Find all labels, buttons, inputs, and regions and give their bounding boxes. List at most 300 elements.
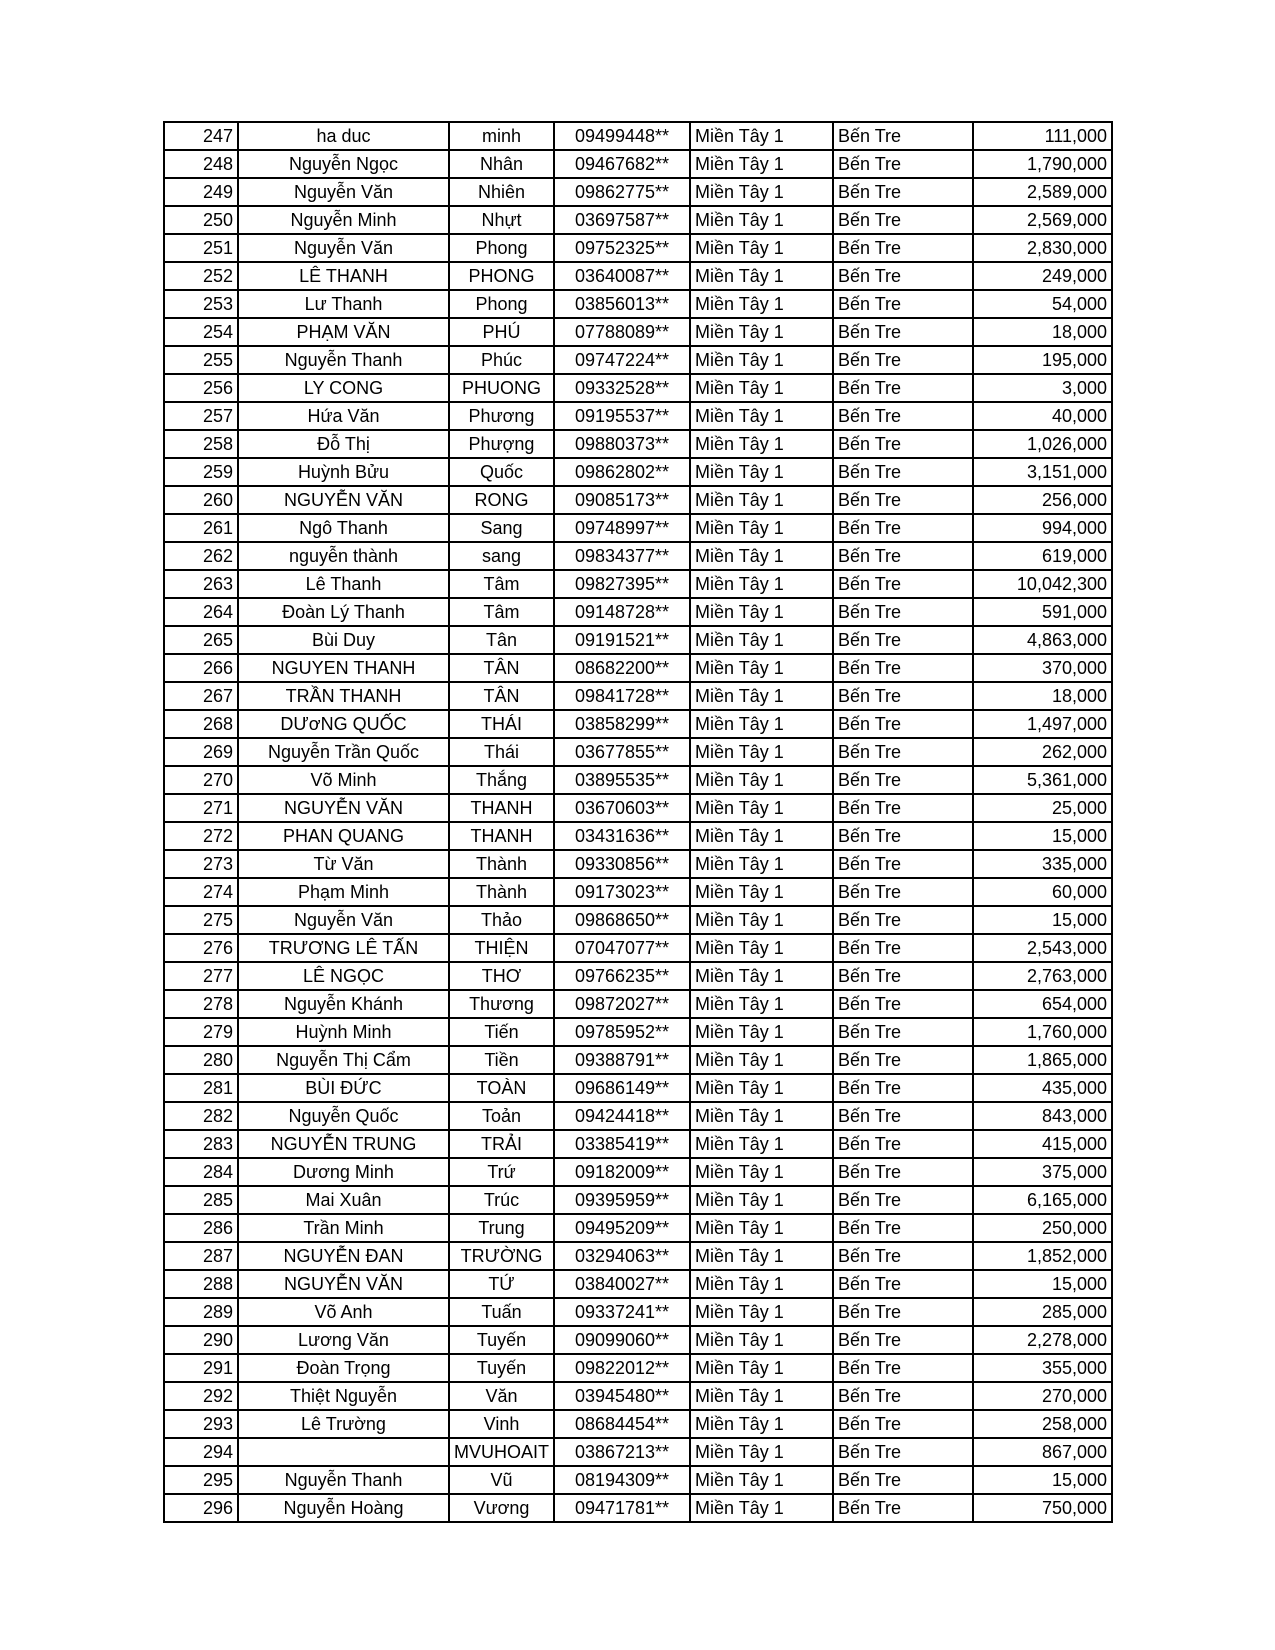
cell-no: 277	[164, 962, 238, 990]
cell-region: Miền Tây 1	[690, 598, 833, 626]
table-row	[164, 738, 1112, 766]
cell-region: Miền Tây 1	[690, 234, 833, 262]
table-row	[164, 290, 1112, 318]
cell-phone: 03858299**	[554, 710, 690, 738]
cell-province: Bến Tre	[833, 1270, 973, 1298]
cell-province: Bến Tre	[833, 122, 973, 150]
cell-last-name: Tân	[449, 626, 554, 654]
cell-no: 249	[164, 178, 238, 206]
cell-amount: 18,000	[973, 682, 1112, 710]
cell-no: 293	[164, 1410, 238, 1438]
cell-no: 269	[164, 738, 238, 766]
cell-amount: 111,000	[973, 122, 1112, 150]
cell-last-name: Tâm	[449, 598, 554, 626]
cell-region: Miền Tây 1	[690, 682, 833, 710]
cell-region: Miền Tây 1	[690, 1046, 833, 1074]
cell-first-name: DƯơNG QUỐC	[238, 710, 449, 738]
cell-last-name: Thành	[449, 850, 554, 878]
cell-no: 267	[164, 682, 238, 710]
cell-first-name: PHẠM VĂN	[238, 318, 449, 346]
cell-amount: 355,000	[973, 1354, 1112, 1382]
cell-last-name: Tiền	[449, 1046, 554, 1074]
cell-first-name: ha duc	[238, 122, 449, 150]
cell-amount: 994,000	[973, 514, 1112, 542]
cell-amount: 654,000	[973, 990, 1112, 1018]
table-row	[164, 878, 1112, 906]
cell-phone: 03670603**	[554, 794, 690, 822]
cell-region: Miền Tây 1	[690, 570, 833, 598]
cell-no: 271	[164, 794, 238, 822]
cell-first-name: Nguyễn Minh	[238, 206, 449, 234]
table-row	[164, 458, 1112, 486]
cell-province: Bến Tre	[833, 962, 973, 990]
cell-amount: 1,026,000	[973, 430, 1112, 458]
cell-region: Miền Tây 1	[690, 430, 833, 458]
cell-first-name: Nguyễn Văn	[238, 234, 449, 262]
table-row	[164, 514, 1112, 542]
cell-first-name: Hứa Văn	[238, 402, 449, 430]
cell-first-name: BÙI ĐỨC	[238, 1074, 449, 1102]
cell-region: Miền Tây 1	[690, 262, 833, 290]
cell-region: Miền Tây 1	[690, 990, 833, 1018]
cell-first-name: nguyễn thành	[238, 542, 449, 570]
cell-province: Bến Tre	[833, 1382, 973, 1410]
cell-province: Bến Tre	[833, 1438, 973, 1466]
cell-no: 259	[164, 458, 238, 486]
cell-phone: 09686149**	[554, 1074, 690, 1102]
cell-first-name: Đoàn Trọng	[238, 1354, 449, 1382]
cell-region: Miền Tây 1	[690, 374, 833, 402]
cell-no: 292	[164, 1382, 238, 1410]
table-row	[164, 206, 1112, 234]
cell-no: 260	[164, 486, 238, 514]
cell-no: 273	[164, 850, 238, 878]
cell-amount: 1,852,000	[973, 1242, 1112, 1270]
cell-province: Bến Tre	[833, 206, 973, 234]
cell-phone: 09827395**	[554, 570, 690, 598]
table-row	[164, 1130, 1112, 1158]
cell-province: Bến Tre	[833, 738, 973, 766]
cell-last-name: Thảo	[449, 906, 554, 934]
cell-first-name: Nguyễn Thanh	[238, 1466, 449, 1494]
cell-phone: 09868650**	[554, 906, 690, 934]
cell-region: Miền Tây 1	[690, 1074, 833, 1102]
cell-amount: 2,543,000	[973, 934, 1112, 962]
cell-province: Bến Tre	[833, 710, 973, 738]
cell-no: 264	[164, 598, 238, 626]
cell-province: Bến Tre	[833, 878, 973, 906]
table-row	[164, 346, 1112, 374]
cell-last-name: PHÚ	[449, 318, 554, 346]
cell-region: Miền Tây 1	[690, 122, 833, 150]
cell-last-name: Thắng	[449, 766, 554, 794]
cell-no: 274	[164, 878, 238, 906]
table-row	[164, 990, 1112, 1018]
cell-province: Bến Tre	[833, 1326, 973, 1354]
cell-last-name: TÂN	[449, 682, 554, 710]
cell-no: 295	[164, 1466, 238, 1494]
cell-province: Bến Tre	[833, 654, 973, 682]
table-row	[164, 402, 1112, 430]
cell-amount: 256,000	[973, 486, 1112, 514]
cell-no: 296	[164, 1494, 238, 1522]
cell-phone: 09766235**	[554, 962, 690, 990]
cell-no: 258	[164, 430, 238, 458]
cell-region: Miền Tây 1	[690, 402, 833, 430]
cell-phone: 03867213**	[554, 1438, 690, 1466]
table-row	[164, 906, 1112, 934]
cell-region: Miền Tây 1	[690, 178, 833, 206]
cell-amount: 1,760,000	[973, 1018, 1112, 1046]
cell-phone: 09330856**	[554, 850, 690, 878]
cell-amount: 10,042,300	[973, 570, 1112, 598]
cell-first-name: Lê Thanh	[238, 570, 449, 598]
cell-province: Bến Tre	[833, 1354, 973, 1382]
cell-province: Bến Tre	[833, 1018, 973, 1046]
cell-no: 285	[164, 1186, 238, 1214]
table-row	[164, 850, 1112, 878]
cell-region: Miền Tây 1	[690, 1410, 833, 1438]
cell-first-name: PHAN QUANG	[238, 822, 449, 850]
cell-first-name: NGUYỄN TRUNG	[238, 1130, 449, 1158]
cell-first-name: NGUYỄN VĂN	[238, 486, 449, 514]
cell-first-name: Võ Anh	[238, 1298, 449, 1326]
table-row	[164, 430, 1112, 458]
table-row	[164, 1074, 1112, 1102]
cell-region: Miền Tây 1	[690, 626, 833, 654]
cell-province: Bến Tre	[833, 1102, 973, 1130]
cell-region: Miền Tây 1	[690, 1354, 833, 1382]
cell-province: Bến Tre	[833, 346, 973, 374]
cell-first-name: Nguyễn Hoàng	[238, 1494, 449, 1522]
cell-no: 286	[164, 1214, 238, 1242]
cell-amount: 25,000	[973, 794, 1112, 822]
cell-province: Bến Tre	[833, 990, 973, 1018]
cell-amount: 1,865,000	[973, 1046, 1112, 1074]
cell-amount: 2,589,000	[973, 178, 1112, 206]
table-row	[164, 710, 1112, 738]
cell-region: Miền Tây 1	[690, 150, 833, 178]
cell-no: 288	[164, 1270, 238, 1298]
cell-phone: 09195537**	[554, 402, 690, 430]
cell-amount: 5,361,000	[973, 766, 1112, 794]
cell-phone: 09099060**	[554, 1326, 690, 1354]
cell-region: Miền Tây 1	[690, 514, 833, 542]
cell-region: Miền Tây 1	[690, 766, 833, 794]
cell-first-name: Thiệt Nguyễn	[238, 1382, 449, 1410]
cell-first-name	[238, 1438, 449, 1466]
cell-amount: 262,000	[973, 738, 1112, 766]
cell-province: Bến Tre	[833, 486, 973, 514]
cell-last-name: TỨ	[449, 1270, 554, 1298]
cell-no: 289	[164, 1298, 238, 1326]
cell-phone: 09471781**	[554, 1494, 690, 1522]
cell-province: Bến Tre	[833, 542, 973, 570]
cell-last-name: THANH	[449, 794, 554, 822]
cell-amount: 3,151,000	[973, 458, 1112, 486]
cell-amount: 15,000	[973, 1270, 1112, 1298]
table-body	[164, 122, 1112, 1522]
table-row	[164, 1270, 1112, 1298]
cell-last-name: THƠ	[449, 962, 554, 990]
cell-no: 265	[164, 626, 238, 654]
table-row	[164, 626, 1112, 654]
cell-no: 257	[164, 402, 238, 430]
cell-province: Bến Tre	[833, 1410, 973, 1438]
cell-amount: 415,000	[973, 1130, 1112, 1158]
cell-first-name: Nguyễn Thanh	[238, 346, 449, 374]
cell-no: 256	[164, 374, 238, 402]
cell-province: Bến Tre	[833, 794, 973, 822]
cell-first-name: NGUYEN THANH	[238, 654, 449, 682]
cell-amount: 285,000	[973, 1298, 1112, 1326]
cell-province: Bến Tre	[833, 626, 973, 654]
table-row	[164, 822, 1112, 850]
cell-phone: 03294063**	[554, 1242, 690, 1270]
cell-amount: 15,000	[973, 822, 1112, 850]
cell-first-name: Đỗ Thị	[238, 430, 449, 458]
cell-province: Bến Tre	[833, 682, 973, 710]
cell-phone: 08684454**	[554, 1410, 690, 1438]
cell-first-name: Nguyễn Văn	[238, 178, 449, 206]
cell-amount: 335,000	[973, 850, 1112, 878]
table-row	[164, 262, 1112, 290]
cell-phone: 03856013**	[554, 290, 690, 318]
cell-region: Miền Tây 1	[690, 346, 833, 374]
cell-last-name: sang	[449, 542, 554, 570]
cell-last-name: MVUHOAIT	[449, 1438, 554, 1466]
table-row	[164, 654, 1112, 682]
cell-phone: 09337241**	[554, 1298, 690, 1326]
cell-region: Miền Tây 1	[690, 850, 833, 878]
cell-first-name: LÊ THANH	[238, 262, 449, 290]
cell-amount: 375,000	[973, 1158, 1112, 1186]
cell-region: Miền Tây 1	[690, 1242, 833, 1270]
cell-last-name: Văn	[449, 1382, 554, 1410]
table-row	[164, 486, 1112, 514]
cell-amount: 54,000	[973, 290, 1112, 318]
cell-first-name: Từ Văn	[238, 850, 449, 878]
cell-last-name: Tâm	[449, 570, 554, 598]
cell-province: Bến Tre	[833, 150, 973, 178]
table-row	[164, 1298, 1112, 1326]
cell-phone: 09085173**	[554, 486, 690, 514]
cell-province: Bến Tre	[833, 766, 973, 794]
cell-province: Bến Tre	[833, 850, 973, 878]
cell-province: Bến Tre	[833, 1298, 973, 1326]
cell-first-name: Lê Trường	[238, 1410, 449, 1438]
cell-phone: 09841728**	[554, 682, 690, 710]
cell-last-name: Quốc	[449, 458, 554, 486]
cell-province: Bến Tre	[833, 262, 973, 290]
cell-last-name: TRẢI	[449, 1130, 554, 1158]
cell-last-name: Phong	[449, 234, 554, 262]
cell-province: Bến Tre	[833, 906, 973, 934]
cell-province: Bến Tre	[833, 598, 973, 626]
cell-phone: 09424418**	[554, 1102, 690, 1130]
cell-phone: 09880373**	[554, 430, 690, 458]
cell-first-name: TRẦN THANH	[238, 682, 449, 710]
cell-amount: 750,000	[973, 1494, 1112, 1522]
cell-last-name: PHUONG	[449, 374, 554, 402]
cell-last-name: THÁI	[449, 710, 554, 738]
cell-last-name: Thành	[449, 878, 554, 906]
cell-first-name: NGUYỄN VĂN	[238, 794, 449, 822]
cell-last-name: Vương	[449, 1494, 554, 1522]
cell-first-name: Nguyễn Văn	[238, 906, 449, 934]
table-row	[164, 1326, 1112, 1354]
cell-region: Miền Tây 1	[690, 962, 833, 990]
cell-province: Bến Tre	[833, 934, 973, 962]
cell-last-name: Phúc	[449, 346, 554, 374]
cell-province: Bến Tre	[833, 1186, 973, 1214]
cell-first-name: Nguyễn Trần Quốc	[238, 738, 449, 766]
cell-no: 268	[164, 710, 238, 738]
cell-province: Bến Tre	[833, 458, 973, 486]
cell-amount: 619,000	[973, 542, 1112, 570]
cell-no: 261	[164, 514, 238, 542]
cell-phone: 09834377**	[554, 542, 690, 570]
table-row	[164, 1186, 1112, 1214]
cell-phone: 03640087**	[554, 262, 690, 290]
table-row	[164, 1438, 1112, 1466]
cell-region: Miền Tây 1	[690, 1018, 833, 1046]
cell-region: Miền Tây 1	[690, 1130, 833, 1158]
cell-region: Miền Tây 1	[690, 1102, 833, 1130]
cell-region: Miền Tây 1	[690, 290, 833, 318]
table-row	[164, 122, 1112, 150]
cell-no: 272	[164, 822, 238, 850]
cell-amount: 2,763,000	[973, 962, 1112, 990]
cell-first-name: NGUYỄN VĂN	[238, 1270, 449, 1298]
cell-first-name: Phạm Minh	[238, 878, 449, 906]
cell-no: 280	[164, 1046, 238, 1074]
cell-last-name: Sang	[449, 514, 554, 542]
cell-first-name: Ngô Thanh	[238, 514, 449, 542]
cell-no: 251	[164, 234, 238, 262]
cell-amount: 6,165,000	[973, 1186, 1112, 1214]
cell-amount: 867,000	[973, 1438, 1112, 1466]
table-row	[164, 794, 1112, 822]
cell-region: Miền Tây 1	[690, 822, 833, 850]
cell-first-name: Huỳnh Bửu	[238, 458, 449, 486]
table-row	[164, 1494, 1112, 1522]
cell-phone: 09499448**	[554, 122, 690, 150]
cell-phone: 09862802**	[554, 458, 690, 486]
cell-amount: 435,000	[973, 1074, 1112, 1102]
cell-no: 294	[164, 1438, 238, 1466]
cell-region: Miền Tây 1	[690, 738, 833, 766]
table-row	[164, 234, 1112, 262]
cell-phone: 09822012**	[554, 1354, 690, 1382]
cell-region: Miền Tây 1	[690, 878, 833, 906]
cell-region: Miền Tây 1	[690, 542, 833, 570]
cell-phone: 03697587**	[554, 206, 690, 234]
cell-last-name: Tuấn	[449, 1298, 554, 1326]
cell-no: 262	[164, 542, 238, 570]
cell-phone: 03840027**	[554, 1270, 690, 1298]
cell-province: Bến Tre	[833, 822, 973, 850]
cell-no: 279	[164, 1018, 238, 1046]
table-row	[164, 1102, 1112, 1130]
cell-region: Miền Tây 1	[690, 1494, 833, 1522]
cell-last-name: Tiến	[449, 1018, 554, 1046]
cell-last-name: PHONG	[449, 262, 554, 290]
cell-last-name: Tuyến	[449, 1354, 554, 1382]
table-row	[164, 962, 1112, 990]
cell-phone: 03945480**	[554, 1382, 690, 1410]
cell-no: 278	[164, 990, 238, 1018]
cell-no: 253	[164, 290, 238, 318]
cell-province: Bến Tre	[833, 234, 973, 262]
cell-region: Miền Tây 1	[690, 1438, 833, 1466]
table-row	[164, 682, 1112, 710]
cell-phone: 03385419**	[554, 1130, 690, 1158]
table-row	[164, 570, 1112, 598]
cell-last-name: Trứ	[449, 1158, 554, 1186]
cell-first-name: Lư Thanh	[238, 290, 449, 318]
cell-amount: 15,000	[973, 906, 1112, 934]
table-row	[164, 1354, 1112, 1382]
cell-province: Bến Tre	[833, 1466, 973, 1494]
cell-phone: 09191521**	[554, 626, 690, 654]
cell-region: Miền Tây 1	[690, 486, 833, 514]
recipient-table	[163, 121, 1113, 1523]
cell-no: 250	[164, 206, 238, 234]
cell-province: Bến Tre	[833, 1494, 973, 1522]
cell-last-name: Trúc	[449, 1186, 554, 1214]
cell-region: Miền Tây 1	[690, 318, 833, 346]
cell-amount: 60,000	[973, 878, 1112, 906]
cell-no: 287	[164, 1242, 238, 1270]
table-row	[164, 318, 1112, 346]
cell-last-name: Phương	[449, 402, 554, 430]
cell-amount: 1,497,000	[973, 710, 1112, 738]
table-row	[164, 1046, 1112, 1074]
cell-no: 270	[164, 766, 238, 794]
cell-region: Miền Tây 1	[690, 458, 833, 486]
cell-no: 266	[164, 654, 238, 682]
cell-no: 290	[164, 1326, 238, 1354]
table-row	[164, 1382, 1112, 1410]
table-row	[164, 1214, 1112, 1242]
cell-region: Miền Tây 1	[690, 654, 833, 682]
cell-province: Bến Tre	[833, 1046, 973, 1074]
table-row	[164, 542, 1112, 570]
cell-phone: 07788089**	[554, 318, 690, 346]
cell-first-name: Mai Xuân	[238, 1186, 449, 1214]
cell-amount: 2,569,000	[973, 206, 1112, 234]
cell-last-name: TÂN	[449, 654, 554, 682]
cell-amount: 1,790,000	[973, 150, 1112, 178]
table-row	[164, 766, 1112, 794]
cell-last-name: minh	[449, 122, 554, 150]
cell-no: 255	[164, 346, 238, 374]
cell-first-name: Trần Minh	[238, 1214, 449, 1242]
cell-last-name: RONG	[449, 486, 554, 514]
cell-region: Miền Tây 1	[690, 1466, 833, 1494]
cell-last-name: Nhựt	[449, 206, 554, 234]
cell-no: 291	[164, 1354, 238, 1382]
cell-phone: 09862775**	[554, 178, 690, 206]
cell-region: Miền Tây 1	[690, 1298, 833, 1326]
cell-region: Miền Tây 1	[690, 1382, 833, 1410]
cell-province: Bến Tre	[833, 570, 973, 598]
cell-amount: 843,000	[973, 1102, 1112, 1130]
cell-phone: 03895535**	[554, 766, 690, 794]
cell-amount: 195,000	[973, 346, 1112, 374]
cell-first-name: Lương Văn	[238, 1326, 449, 1354]
